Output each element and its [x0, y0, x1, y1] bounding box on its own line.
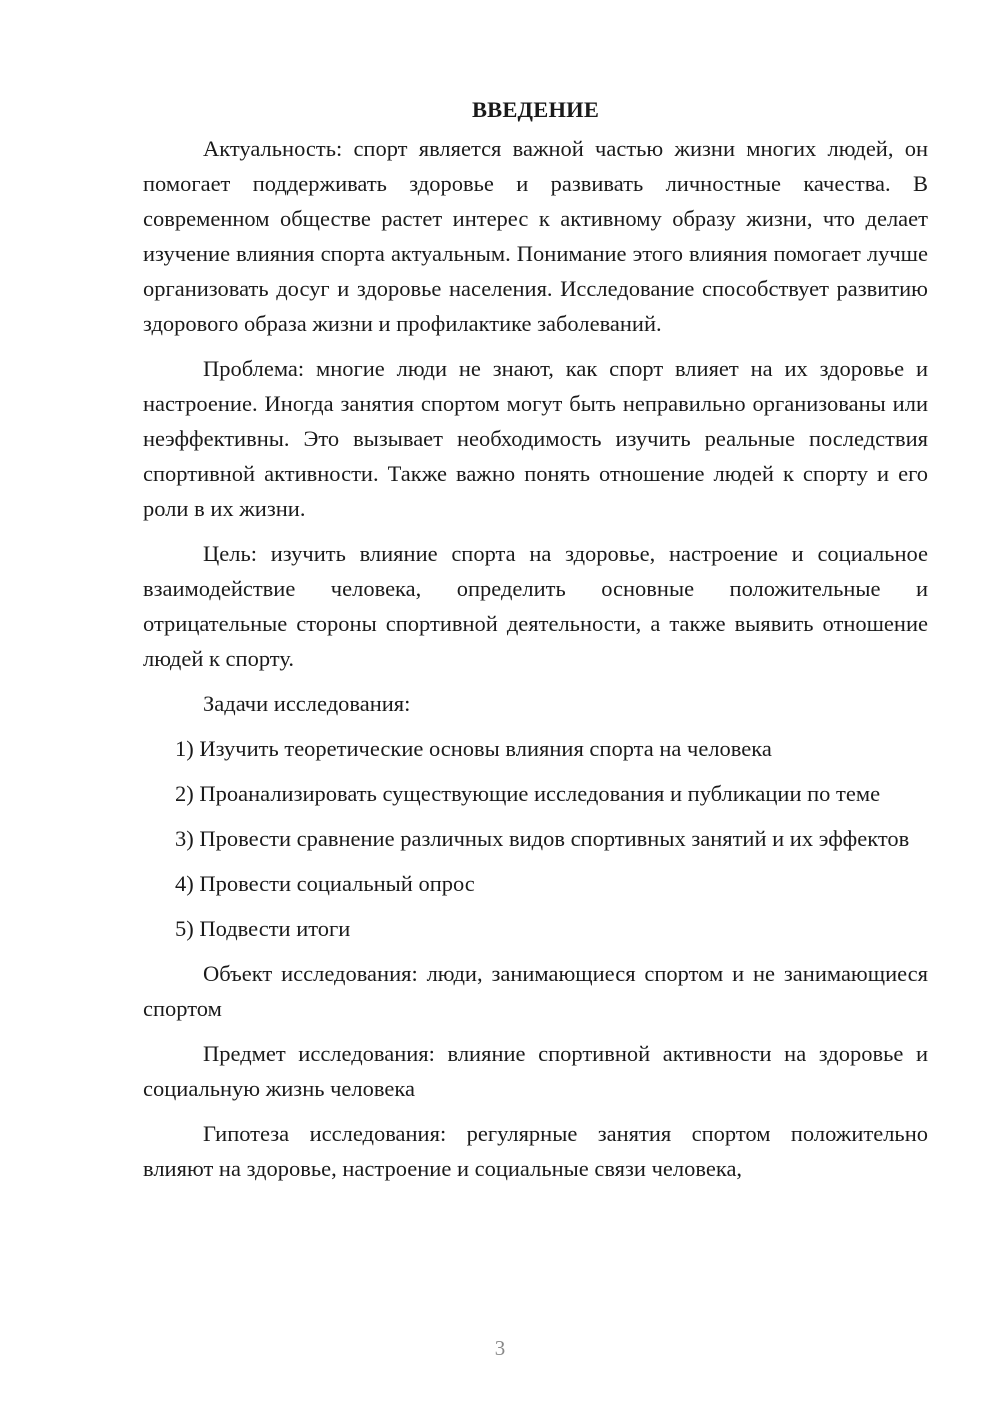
relevance-paragraph: Актуальность: спорт является важной частью жизни многих людей, он помогает поддерживать здоровье и развивать личностные качества. В современном обществе растет интерес к активному образу жизни, что делает изучение влияния спорта актуальным. Понимание этого влияния помогает лучше организовать досуг и здоровье населения. Исследование способствует развитию здорового образа жизни и профилактике заболеваний.	[143, 136, 928, 336]
task-item-4: 4) Провести социальный опрос	[175, 871, 475, 896]
subject-paragraph: Предмет исследования: влияние спортивной активности на здоровье и социальную жизнь человека	[143, 1041, 928, 1101]
page-title: ВВЕДЕНИЕ	[471, 97, 600, 122]
hypothesis-paragraph: Гипотеза исследования: регулярные занятия спортом положительно влияют на здоровье, настроение и социальные связи человека,	[143, 1121, 928, 1181]
page-number: 3	[494, 1336, 506, 1360]
problem-paragraph: Проблема: многие люди не знают, как спорт влияет на их здоровье и настроение. Иногда занятия спортом могут быть неправильно организованы или неэффективны. Это вызывает необходимость изучить реальные последствия спортивной активности. Также важно понять отношение людей к спорту и его роли в их жизни.	[143, 356, 928, 521]
tasks-title: Задачи исследования:	[203, 691, 411, 716]
task-item-3: 3) Провести сравнение различных видов спортивных занятий и их эффектов	[175, 826, 910, 851]
task-item-5: 5) Подвести итоги	[175, 916, 351, 941]
document-page	[143, 92, 928, 1186]
object-paragraph: Объект исследования: люди, занимающиеся спортом и не занимающиеся спортом	[143, 961, 928, 1021]
task-item-2: 2) Проанализировать существующие исследования и публикации по теме	[175, 781, 881, 806]
task-item-1: 1) Изучить теоретические основы влияния спорта на человека	[175, 736, 772, 761]
goal-paragraph: Цель: изучить влияние спорта на здоровье, настроение и социальное взаимодействие человека, определить основные положительные и отрицательные стороны спортивной деятельности, а также выявить отношение людей к спорту.	[143, 541, 928, 671]
